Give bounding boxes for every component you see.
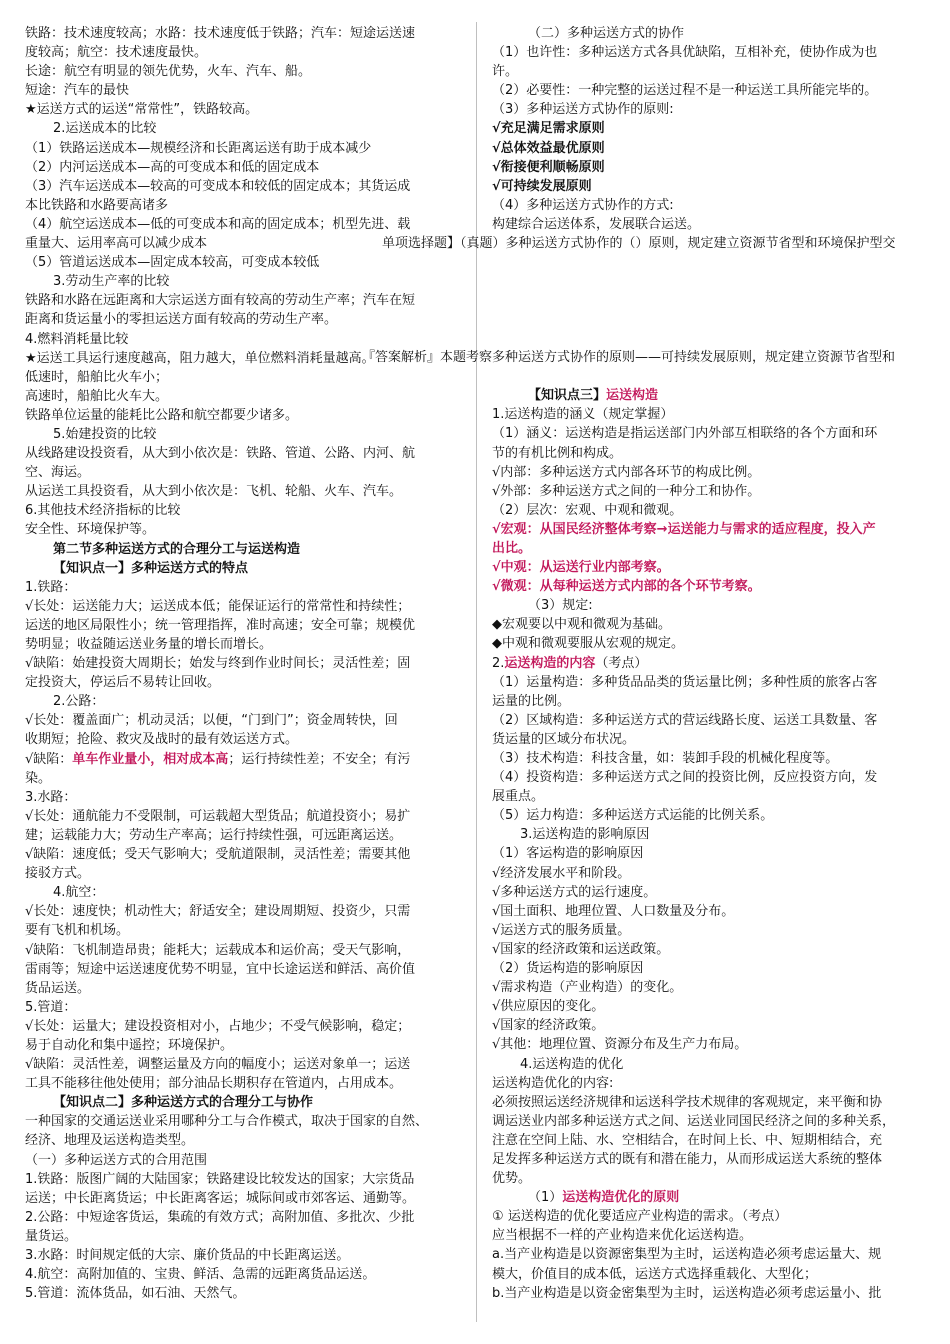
- text-line: 应当根据不一样的产业构造来优化运送构造。: [492, 1228, 753, 1244]
- text-line: √长处：运量大；建设投资相对小，占地少；不受气候影响，稳定；: [25, 1018, 411, 1034]
- section-heading: 2.公路：: [53, 694, 105, 710]
- chapter-heading: 第二节多种运送方式的合理分工与运送构造: [53, 541, 301, 557]
- text-line: 雷雨等；短途中运送速度优势不明显，宜中长途运送和鲜活、高价值: [25, 961, 416, 977]
- text-line: √长处：速度快；机动性大；舒适安全；建设周期短、投资少，只需: [25, 904, 411, 920]
- text-line: √缺陷：飞机制造昂贵；能耗大；运载成本和运价高；受天气影响，: [25, 942, 411, 958]
- text-line: 铁路和水路在远距离和大宗运送方面有较高的劳动生产率；汽车在短: [25, 293, 416, 309]
- principle-item: √总体效益最优原则: [492, 140, 605, 156]
- text-line: 本比铁路和水路要高诸多: [25, 197, 169, 213]
- text-segment: √缺陷：: [25, 751, 73, 767]
- section-heading: 3.水路：: [25, 789, 77, 805]
- text-line: √需求构造（产业构造）的变化。: [492, 980, 683, 996]
- text-line: 铁路：技术速度较高；水路：技术速度低于铁路；汽车：短途运送速: [25, 26, 416, 41]
- text-line: 货运量的区域分布状况。: [492, 731, 636, 747]
- exam-question: 单项选择题】（真题）多种运送方式协作的（）原则，规定建立资源节省型和环境保护型交: [382, 236, 896, 252]
- text-line: 构建综合运送体系，发展联合运送。: [492, 216, 701, 232]
- section-heading: [492, 654, 937, 673]
- text-line: 重量大、运用率高可以减少成本: [25, 236, 208, 252]
- text-line: √供应原因的变化。: [492, 999, 605, 1015]
- text-line: （4）投资构造：多种运送方式之间的投资比例，反应投资方向，发: [492, 770, 878, 786]
- text-line: （5）管道运送成本—固定成本较高，可变成本较低: [25, 255, 320, 271]
- section-heading: 4.运送构造的优化: [520, 1056, 624, 1072]
- text-line: （1）客运构造的影响原因: [492, 846, 644, 862]
- text-line: （2）货运构造的影响原因: [492, 961, 644, 977]
- text-line: 长途：航空有明显的领先优势，火车、汽车、船。: [25, 64, 312, 80]
- text-line: √缺陷：始建投资大周期长；始发与终到作业时间长；灵活性差；固: [25, 656, 411, 672]
- text-line: （3）汽车运送成本—较高的可变成本和较低的固定成本；其货运成: [25, 178, 411, 194]
- right-column: [362, 24, 937, 1303]
- section-heading: 5.管道：: [25, 999, 77, 1015]
- text-line: √国家的经济政策和运送政策。: [492, 941, 670, 957]
- text-line: √长处：覆盖面广；机动灵活；以便，“门到门”；资金周转快，回: [25, 713, 398, 729]
- text-line: 建；运载能力大；劳动生产率高；运行持续性强，可远距离运送。: [25, 827, 403, 843]
- text-line: 1.铁路：版图广阔的大陆国家；铁路建设比较发达的国家；大宗货品: [25, 1171, 415, 1187]
- text-line: 从运送工具投资看，从大到小依次是：飞机、轮船、火车、汽车。: [25, 484, 403, 500]
- section-heading: 3.劳动生产率的比较: [53, 274, 170, 290]
- text-line: ◆宏观要以中观和微观为基础。: [492, 617, 671, 633]
- text-segment: （考点）: [595, 655, 648, 671]
- text-line: 铁路单位运量的能耗比公路和航空都要少诸多。: [25, 407, 299, 423]
- section-heading: 3.运送构造的影响原因: [520, 827, 650, 843]
- text-line: （2）内河运送成本—高的可变成本和低的固定成本: [25, 159, 320, 175]
- blank-space: [492, 367, 937, 386]
- text-line: 接驳方式。: [25, 866, 91, 882]
- section-heading: 6.其他技术经济指标的比较: [25, 503, 181, 519]
- text-line: a.当产业构造是以资源密集型为主时，运送构造必须考虑运量大、规: [492, 1247, 882, 1263]
- text-line: 运量的比例。: [492, 693, 571, 709]
- text-line: 必须按照运送经济规律和运送科学技术规律的客观规定，来平衡和协: [492, 1094, 883, 1110]
- highlight-text: 出比。: [492, 540, 532, 556]
- text-line: 易于自动化和集中遥控；环境保护。: [25, 1037, 234, 1053]
- text-line: ★运送方式的运送“常常性”，铁路较高。: [25, 102, 259, 118]
- text-line: 距离和货运量小的零担运送方面有较高的劳动生产率。: [25, 312, 338, 328]
- knowledge-point-heading: 【知识点二】多种运送方式的合理分工与协作: [53, 1095, 314, 1111]
- text-line: b.当产业构造是以资金密集型为主时，运送构造必须考虑运量小、批: [492, 1285, 882, 1301]
- text-line: 安全性、环境保护等。: [25, 522, 156, 538]
- knowledge-point-heading: [492, 386, 937, 405]
- principle-item: √衔接便利顺畅原则: [492, 159, 605, 175]
- text-line: 定投资大，停运后不易转让回收。: [25, 675, 221, 691]
- text-line: （1）铁路运送成本—规模经济和长距离运送有助于成本减少: [25, 140, 372, 156]
- text-line: √缺陷：速度低；受天气影响大；受航道限制，灵活性差；需要其他: [25, 847, 411, 863]
- text-line: √国土面积、地理位置、人口数量及分布。: [492, 903, 735, 919]
- text-line: √国家的经济政策。: [492, 1018, 605, 1034]
- text-line: 运送构造优化的内容:: [492, 1075, 614, 1091]
- highlight-text: √宏观：从国民经济整体考察→运送能力与需求的适应程度，投入产: [492, 521, 876, 537]
- text-line: （1）涵义：运送构造是指运送部门内外部互相联络的各个方面和环: [492, 426, 878, 442]
- text-line: ① 运送构造的优化要适应产业构造的需求。（考点）: [492, 1209, 788, 1225]
- left-column: [25, 24, 470, 1303]
- text-line: （2）区域构造：多种运送方式的营运线路长度、运送工具数量、客: [492, 712, 878, 728]
- text-line: √缺陷：灵活性差，调整运量及方向的幅度小；运送对象单一；运送: [25, 1057, 411, 1073]
- text-line: 高速时，船舶比火车大。: [25, 388, 169, 404]
- section-heading: （3）规定:: [528, 598, 593, 614]
- text-line: 低速时，船舶比火车小；: [25, 369, 169, 385]
- text-segment: 2.: [492, 655, 505, 671]
- text-line: 模大，价值目的成本低，运送方式选择重载化、大型化；: [492, 1266, 818, 1282]
- text-line: 工具不能移往他处使用；部分油品长期积存在管道内，占用成本。: [25, 1076, 403, 1092]
- text-line: √长处：通航能力不受限制，可运载超大型货品；航道投资小；易扩: [25, 808, 411, 824]
- text-line: 收期短；抢险、救灾及战时的最有效运送方式。: [25, 732, 299, 748]
- highlight-text: 运送构造优化的原则: [562, 1190, 680, 1206]
- text-line: （2）必要性：一种完整的运送过程不是一种运送工具所能完毕的。: [492, 83, 878, 99]
- text-line: [25, 750, 470, 769]
- section-heading: [492, 1188, 937, 1207]
- section-heading: （二）多种运送方式的协作: [528, 26, 685, 41]
- text-line: 许。: [492, 64, 519, 80]
- highlight-text: √微观：从每种运送方式内部的各个环节考察。: [492, 579, 761, 595]
- section-heading: 2.运送成本的比较: [53, 121, 157, 137]
- highlight-text: √中观：从运送行业内部考察。: [492, 560, 670, 576]
- text-line: 度较高；航空：技术速度最快。: [25, 45, 208, 61]
- text-line: （5）运力构造：多种运送方式运能的比例关系。: [492, 808, 774, 824]
- text-segment: ；运行持续性差；不安全；有污: [228, 751, 411, 767]
- text-line: （3）技术构造：科技含量，如：装卸手段的机械化程度等。: [492, 751, 839, 766]
- section-heading: 5.始建投资的比较: [53, 426, 157, 442]
- text-line: 足发挥多种运送方式的既有和潜在能力，从而形成运送大系统的整体: [492, 1151, 883, 1167]
- principle-item: √充足满足需求原则: [492, 121, 605, 137]
- text-line: 5.管道：流体货品，如石油、天然气。: [25, 1286, 246, 1302]
- text-line: 空、海运。: [25, 465, 91, 481]
- highlight-text: 单车作业量小，相对成本高: [72, 751, 229, 767]
- text-line: （3）多种运送方式协作的原则:: [492, 102, 674, 118]
- highlight-text: 运送构造: [606, 388, 659, 404]
- text-line: 1.运送构造的涵义（规定掌握）: [492, 407, 674, 423]
- section-heading: 4.燃料消耗量比较: [25, 331, 129, 347]
- text-line: 展重点。: [492, 789, 545, 805]
- text-line: √经济发展水平和阶段。: [492, 865, 631, 881]
- section-heading: 4.航空：: [53, 885, 105, 901]
- text-line: 4.航空：高附加值的、宝贵、鲜活、急需的远距离货品运送。: [25, 1267, 376, 1283]
- text-line: 调运送业内部多种运送方式之间、运送业同国民经济之间的多种关系，: [492, 1113, 896, 1129]
- text-line: 从线路建设投资看，从大到小依次是：铁路、管道、公路、内河、航: [25, 446, 416, 462]
- knowledge-point-label: 【知识点三】: [528, 388, 607, 404]
- text-line: （一）多种运送方式的合用范围: [25, 1152, 208, 1168]
- text-line: （4）多种运送方式协作的方式:: [492, 197, 674, 213]
- text-line: 运送的地区局限性小；统一管理指挥，准时高速；安全可靠；规模优: [25, 617, 416, 633]
- text-line: 势明显；收益随运送业务量的增长而增长。: [25, 637, 273, 652]
- text-line: 要有飞机和机场。: [25, 923, 130, 939]
- text-line: √外部：多种运送方式之间的一种分工和协作。: [492, 483, 761, 499]
- answer-analysis: 『答案解析』本题考察多种运送方式协作的原则——可持续发展原则，规定建立资源节省型和: [362, 350, 896, 366]
- text-line: √长处：运送能力大；运送成本低；能保证运行的常常性和持续性；: [25, 598, 411, 614]
- text-line: ◆中观和微观要服从宏观的规定。: [492, 636, 684, 652]
- text-line: √其他：地理位置、资源分布及生产力布局。: [492, 1037, 748, 1053]
- section-heading: 1.铁路：: [25, 579, 77, 595]
- text-line: √多种运送方式的运行速度。: [492, 884, 657, 900]
- text-line: 优势。: [492, 1171, 532, 1187]
- text-line: （4）航空运送成本—低的可变成本和高的固定成本；机型先进、载: [25, 216, 411, 232]
- text-line: （1）运量构造：多种货品品类的货运量比例；多种性质的旅客占客: [492, 674, 878, 690]
- text-line: 货品运送。: [25, 980, 91, 996]
- principle-item: √可持续发展原则: [492, 178, 592, 194]
- blank-space: [492, 253, 937, 348]
- text-line: √内部：多种运送方式内部各环节的构成比例。: [492, 464, 761, 480]
- text-line: 3.水路：时间规定低的大宗、廉价货品的中长距离运送。: [25, 1248, 350, 1263]
- text-line: √运送方式的服务质量。: [492, 922, 631, 938]
- text-line: 2.公路：中短途客货运，集疏的有效方式；高附加值、多批次、少批: [25, 1209, 415, 1225]
- text-line: （2）层次：宏观、中观和微观。: [492, 502, 683, 518]
- highlight-text: 运送构造的内容: [504, 655, 596, 671]
- text-line: ★运送工具运行速度越高，阻力越大，单位燃料消耗量越高。: [25, 350, 375, 366]
- knowledge-point-heading: 【知识点一】多种运送方式的特点: [53, 560, 249, 576]
- text-line: 节的有机比例和构成。: [492, 445, 623, 461]
- text-line: 一种国家的交通运送业采用哪种分工与合作模式，取决于国家的自然、: [25, 1114, 429, 1130]
- text-line: 经济、地理及运送构造类型。: [25, 1133, 195, 1149]
- text-line: （1）也许性：多种运送方式各具优缺陷，互相补充，使协作成为也: [492, 45, 878, 61]
- text-line: 染。: [25, 770, 52, 786]
- column-divider: [476, 22, 477, 1322]
- text-line: 短途：汽车的最快: [25, 83, 130, 99]
- text-line: 注意在空间上陆、水、空相结合，在时间上长、中、短期相结合，充: [492, 1132, 883, 1148]
- text-line: 运送；中长距离货运；中长距离客运；城际间或市郊客运、通勤等。: [25, 1190, 416, 1206]
- text-segment: （1）: [528, 1190, 563, 1206]
- text-line: 量货运。: [25, 1228, 78, 1244]
